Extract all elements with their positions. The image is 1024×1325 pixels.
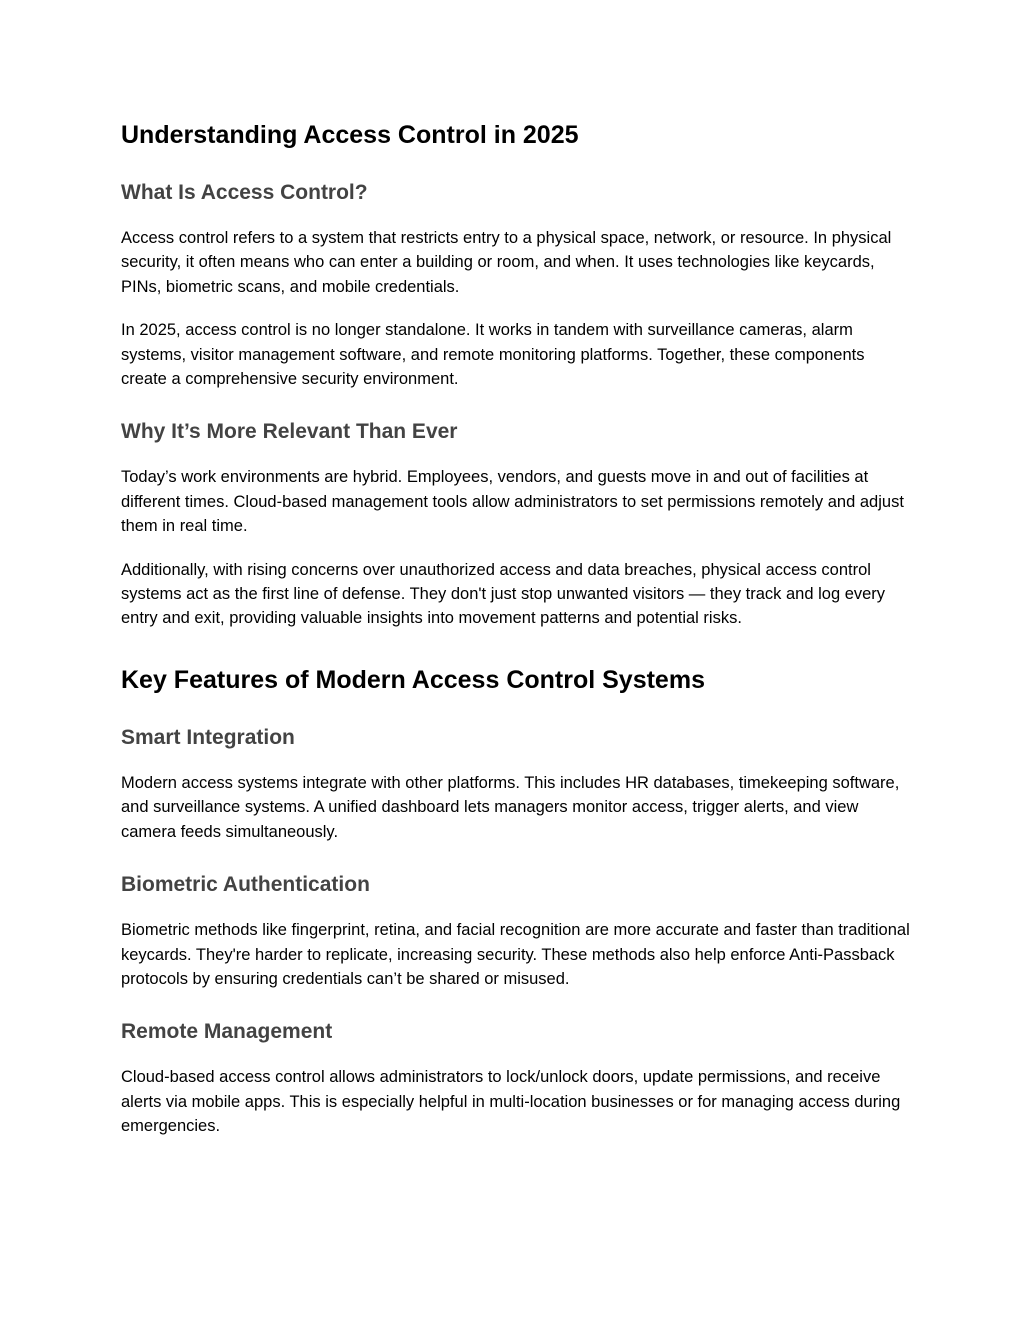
subsection-heading-remote-management: Remote Management xyxy=(121,1020,333,1044)
subsection-heading-why-relevant: Why It’s More Relevant Than Ever xyxy=(121,420,458,444)
subsection-heading-biometric-authentication: Biometric Authentication xyxy=(121,873,370,897)
paragraph-what-is-2: In 2025, access control is no longer standalone. It works in tandem with surveillance cameras, alarm systems, visitor management software, and remote monitoring platforms. Together, these components create a comprehensive security environment. xyxy=(121,321,865,389)
section-title-key-features: Key Features of Modern Access Control Systems xyxy=(121,665,705,694)
paragraph-smart-integration: Modern access systems integrate with other platforms. This includes HR databases, timekeeping software, and surveillance systems. A unified dashboard lets managers monitor access, trigger alerts, and view camera feeds simultaneously. xyxy=(121,773,900,841)
paragraph-what-is-1: Access control refers to a system that restricts entry to a physical space, network, or resource. In physical security, it often means who can enter a building or room, and when. It uses technologies like keycards, PINs, biometric scans, and mobile credentials. xyxy=(121,229,892,296)
paragraph-biometric-authentication: Biometric methods like fingerprint, retina, and facial recognition are more accurate and faster than traditional keycards. They're harder to replicate, increasing security. These methods also help enforce Anti-Passback protocols by ensuring credentials can’t be shared or misused. xyxy=(121,921,910,988)
paragraph-remote-management: Cloud-based access control allows administrators to lock/unlock doors, update permissions, and receive alerts via mobile apps. This is especially helpful in multi-location businesses or for managing access during emergencies. xyxy=(121,1068,901,1136)
section-title-understanding-access-control: Understanding Access Control in 2025 xyxy=(121,121,579,149)
paragraph-why-relevant-1: Today’s work environments are hybrid. Employees, vendors, and guests move in and out of facilities at different times. Cloud-based management tools allow administrators to set permissions remotely and adjust them in real time. xyxy=(121,468,904,536)
subsection-heading-smart-integration: Smart Integration xyxy=(121,725,295,749)
subsection-heading-what-is-access-control: What Is Access Control? xyxy=(121,181,368,204)
paragraph-why-relevant-2: Additionally, with rising concerns over unauthorized access and data breaches, physical access control systems act as the first line of defense. They don't just stop unwanted visitors — they track and log every entry and exit, providing valuable insights into movement patterns and potential risks. xyxy=(121,560,886,628)
